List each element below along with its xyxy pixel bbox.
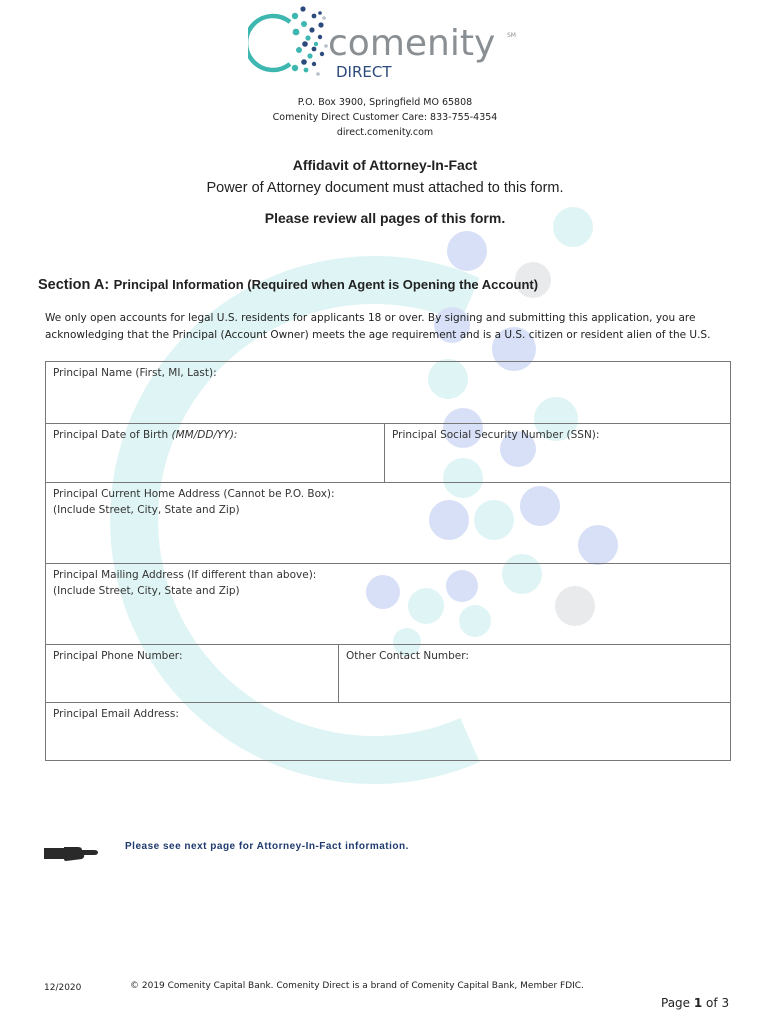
brand-mark: SM [507,32,516,39]
section-intro [45,310,735,344]
principal-email-field[interactable] [45,702,731,761]
principal-home-address-field[interactable] [45,482,731,564]
brand-name: comenity [328,23,496,64]
form-title: Affidavit of Attorney-In-Fact [292,157,478,173]
customer-care-line: Comenity Direct Customer Care: 833-755-4354 [272,112,498,123]
review-notice: Please review all pages of this form. [264,210,506,226]
field-label: Other Contact Number: [346,650,469,662]
field-label: Principal Date of Birth [53,429,172,441]
form-subtitle: Power of Attorney document must attached to this form. [206,180,564,196]
address-line: P.O. Box 3900, Springfield MO 65808 [297,97,473,108]
field-hint: (Include Street, City, State and Zip) [53,504,240,516]
page-number [661,996,729,1010]
revision-date: 12/2020 [44,983,82,993]
date-format-hint: (MM/DD/YY): [171,429,238,441]
pointing-hand-icon [44,844,98,862]
principal-ssn-field[interactable] [384,423,731,483]
total-pages: 3 [721,996,730,1010]
principal-name-field[interactable] [45,361,731,424]
section-title: Principal Information (Required when Agent is Opening the Account) [113,277,539,292]
current-page: 1 [693,996,703,1010]
contact-address [0,95,770,140]
field-label: Principal Current Home Address (Cannot be P.O. Box): [53,488,335,500]
principal-dob-field[interactable] [45,423,385,483]
principal-phone-field[interactable] [45,644,339,703]
copyright-notice: © 2019 Comenity Capital Bank. Comenity Direct is a brand of Comenity Capital Bank, Member FDIC. [130,981,584,991]
other-contact-field[interactable] [338,644,731,703]
field-label: Principal Email Address: [53,708,179,720]
field-label: Principal Phone Number: [53,650,183,662]
intro-line: We only open accounts for legal U.S. residents for applicants 18 or over. By signing and submitting this application, you are [45,312,696,324]
comenity-direct-logo [248,4,528,84]
brand-sub: DIRECT [336,63,392,81]
field-label: Principal Name (First, MI, Last): [53,367,217,379]
field-hint: (Include Street, City, State and Zip) [53,585,240,597]
page-separator: of [702,996,722,1010]
page-prefix: Page [661,996,694,1010]
field-label: Principal Social Security Number (SSN): [392,429,600,441]
section-a-heading [38,276,538,294]
field-label: Principal Mailing Address (If different than above): [53,569,317,581]
principal-mailing-address-field[interactable] [45,563,731,645]
section-label: Section A: [38,277,110,293]
intro-line: acknowledging that the Principal (Account Owner) meets the age requirement and is a U.S. citizen or resident alien of the U.S. [45,329,711,341]
website-line: direct.comenity.com [336,127,434,138]
next-page-note: Please see next page for Attorney-In-Fact information. [125,841,409,852]
